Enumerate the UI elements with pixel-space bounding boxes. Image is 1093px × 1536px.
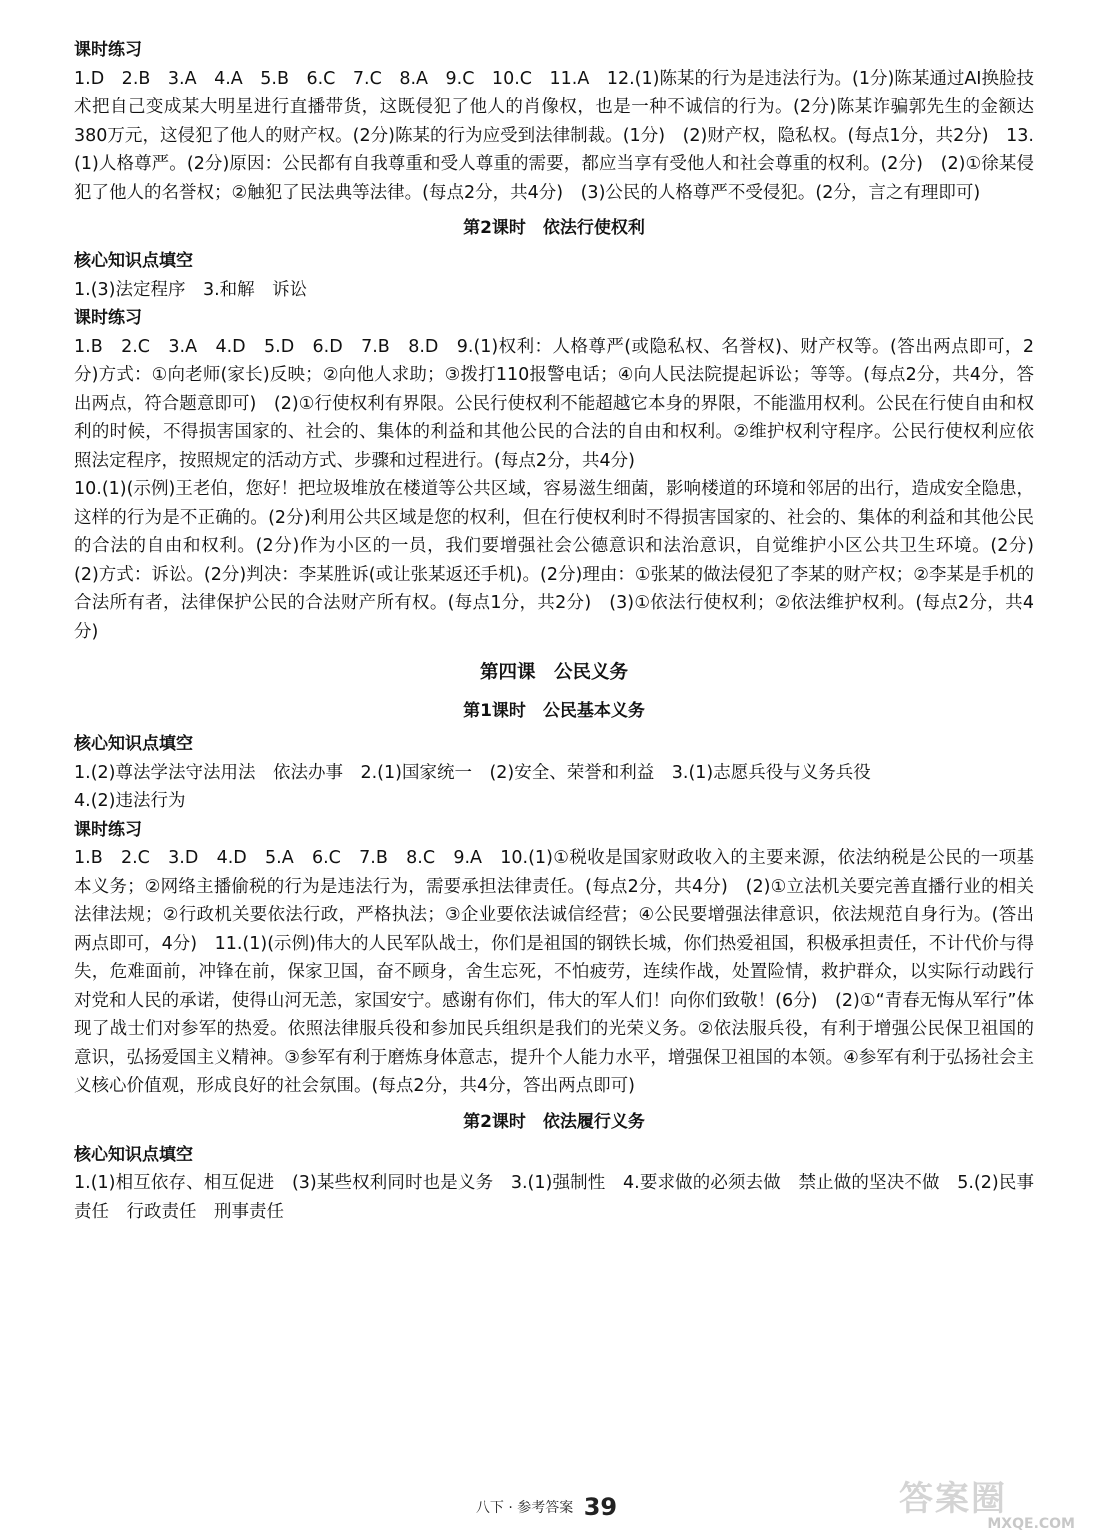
footer-label: 八下 · 参考答案 — [475, 1500, 574, 1516]
practice-answers-q10: 10.(1)(示例)王老伯，您好！把垃圾堆放在楼道等公共区域，容易滋生细菌，影响楼道的环境和邻居的出行，造成安全隐患，这样的行为是不正确的。(2分)利用公共区域是您的权利，但在行使权利时不得损害国家的、社会的、集体的利益和其他公民的合法的自由和权利。(2分)作为小区的一员，我们要增强社会公德意识和法治意识，自觉维护小区公共卫生环境。(2分) (2)方式：诉讼。(2分)判决：李某胜诉(或让张某返还手机)。(2分)理由：①张某的做法侵犯了李某的财产权；②李某是手机的合法所有者，法律保护公民的合法财产所有权。(每点1分，共2分) (3)①依法行使权利；②依法维护权利。(每点2分，共4分) — [74, 479, 1052, 642]
core-answers: 1.(2)尊法学法守法用法 依法办事 2.(1)国家统一 (2)安全、荣誉和利益 3.(1)志愿兵役与义务兵役 — [74, 762, 871, 783]
practice-heading: 课时练习 — [74, 819, 142, 840]
practice-answers: 1.B 2.C 3.D 4.D 5.A 6.C 7.B 8.C 9.A 10.(1)①税收是国家财政收入的主要来源，依法纳税是公民的一项基本义务；②网络主播偷税的行为是违法行为，需要承担法律责任。(每点2分，共4分) (2)①立法机关要完善直播行业的相关法律法规；②行政机关要依法行政，严格执法；③企业要依法诚信经营；④公民要增强法律意识，依法规范自身行为。(答出两点即可，4分) 11.(1)(示例)伟大的人民军队战士，你们是祖国的钢铁长城，你们热爱祖国，积极承担责任，不计代价与得失，危难面前，冲锋在前，保家卫国，奋不顾身，舍生忘死，不怕疲劳，连续作战，处置险情，救护群众，以实际行动践行对党和人民的承诺，使得山河无恙，家国安宁。感谢有你们，伟大的军人们！向你们致敬！(6分) (2)①“青春无悔从军行”体现了战士们对参军的热爱。依照法律服兵役和参加民兵组织是我们的光荣义务。②依法服兵役，有利于增强公民保卫祖国的意识，弘扬爱国主义精神。③参军有利于磨炼身体意志，提升个人能力水平，增强保卫祖国的本领。④参军有利于弘扬社会主义核心价值观，形成良好的社会氛围。(每点2分，共4分，答出两点即可) — [74, 848, 1034, 1096]
core-heading: 核心知识点填空 — [74, 734, 193, 754]
practice-heading: 课时练习 — [74, 308, 142, 328]
section-basic-obligations — [74, 656, 1034, 1101]
core-heading: 核心知识点填空 — [74, 251, 193, 271]
practice-heading: 课时练习 — [74, 40, 142, 60]
section-title: 第2课时 依法行使权利 — [463, 218, 645, 238]
section-rights-practice — [74, 36, 1034, 207]
lesson-title: 第四课 公民义务 — [479, 662, 628, 683]
section-title: 第2课时 依法履行义务 — [463, 1111, 645, 1132]
core-answers: 1.(1)相互依存、相互促进 (3)某些权利同时也是义务 3.(1)强制性 4.要求做的必须去做 禁止做的坚决不做 5.(2)民事责任 行政责任 刑事责任 — [74, 1173, 1034, 1222]
practice-answers: 1.B 2.C 3.A 4.D 5.D 6.D 7.B 8.D 9.(1)权利：人格尊严(或隐私权、名誉权)、财产权等。(答出两点即可，2分)方式：①向老师(家长)反映；②向他人求助；③拨打110报警电话；④向人民法院提起诉讼；等等。(每点2分，共4分，答出两点，符合题意即可) (2)①行使权利有界限。公民行使权利不能超越它本身的界限，不能滥用权利。公民在行使自由和权利的时候，不得损害国家的、社会的、集体的利益和其他公民的合法的自由和权利。②维护权利守程序。公民行使权利应依照法定程序，按照规定的活动方式、步骤和过程进行。(每点2分，共4分) — [74, 336, 1034, 471]
page-number: 39 — [583, 1493, 618, 1521]
watermark-text: 答案圈 — [899, 1479, 1007, 1519]
core-heading: 核心知识点填空 — [74, 1144, 193, 1165]
section-title: 第1课时 公民基本义务 — [463, 701, 645, 721]
practice-answers: 1.D 2.B 3.A 4.A 5.B 6.C 7.C 8.A 9.C 10.C 11.A 12.(1)陈某的行为是违法行为。(1分)陈某通过AI换脸技术把自己变成某大明星进行直播带货，这既侵犯了他人的肖像权，也是一种不诚信的行为。(2分)陈某诈骗郭先生的金额达380万元，这侵犯了他人的财产权。(2分)陈某的行为应受到法律制裁。(1分) (2)财产权，隐私权。(每点1分，共2分) 13.(1)人格尊严。(2分)原因：公民都有自我尊重和受人尊重的需要，都应当享有受他人和社会尊重的权利。(2分) (2)①徐某侵犯了他人的名誉权；②触犯了民法典等法律。(每点2分，共4分) (3)公民的人格尊严不受侵犯。(2分，言之有理即可) — [74, 68, 1034, 203]
watermark-logo — [899, 1479, 1079, 1534]
answer-page — [74, 36, 1052, 1226]
section-exercise-rights — [74, 213, 1052, 646]
core-answers-2: 4.(2)违法行为 — [74, 791, 186, 811]
section-fulfill-obligations — [74, 1107, 1034, 1227]
watermark-url: MXQE.COM — [987, 1516, 1075, 1532]
core-answers: 1.(3)法定程序 3.和解 诉讼 — [74, 279, 308, 300]
